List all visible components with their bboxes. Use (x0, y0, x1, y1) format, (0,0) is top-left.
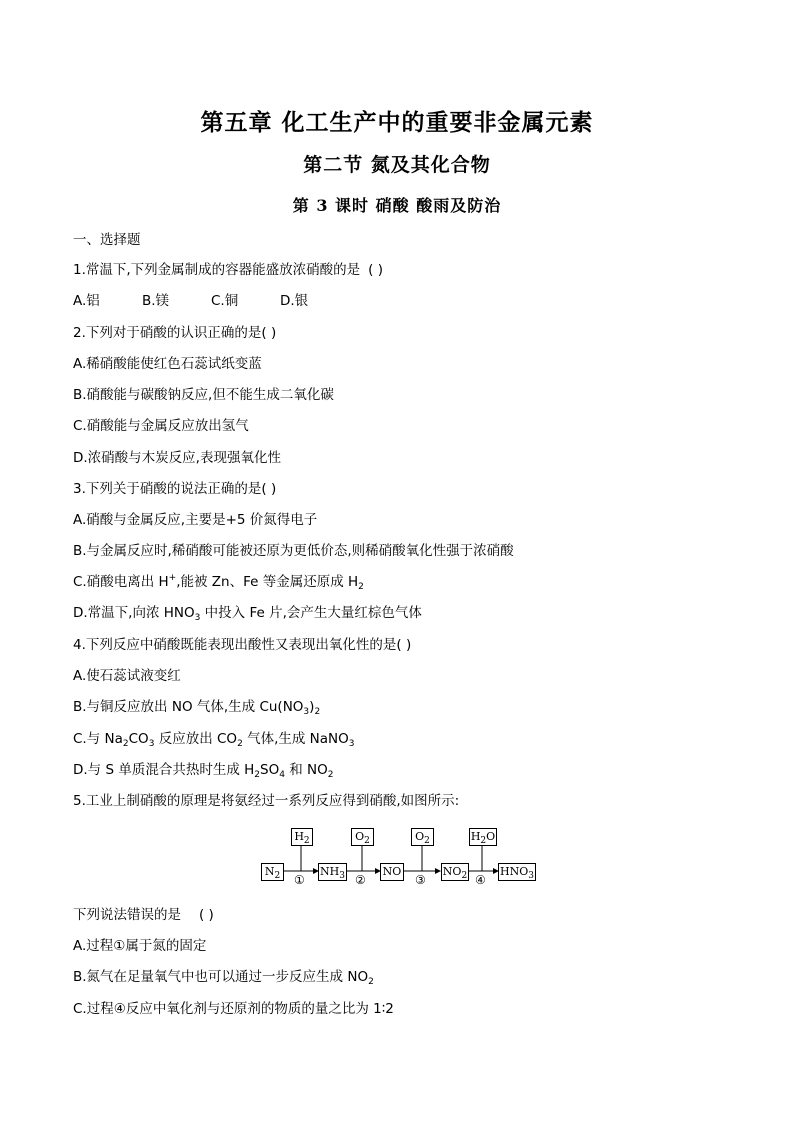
question-3-option-b: B.与金属反应时,稀硝酸可能被还原为更低价态,则稀硝酸氧化性强于浓硝酸 (73, 543, 514, 559)
box-nh3 (318, 863, 347, 881)
text: NO (382, 865, 402, 878)
box-hno3 (498, 863, 536, 881)
subscript: 2 (303, 836, 310, 846)
question-2-option-c: C.硝酸能与金属反应放出氢气 (73, 418, 249, 434)
answer-paren: ( ) (368, 262, 383, 278)
question-4-option-d (73, 761, 334, 779)
question-4-option-a: A.使石蕊试液变红 (73, 668, 181, 684)
question-text: 1.常温下,下列金属制成的容器能盛放浓硝酸的是 (73, 262, 361, 278)
chapter-title: 第五章 化工生产中的重要非金属元素 (200, 109, 594, 136)
box-n2 (261, 863, 284, 881)
text: O (415, 830, 425, 843)
subscript: 3 (194, 613, 201, 623)
answer-paren: ( ) (261, 325, 277, 341)
text: 和 NO (284, 762, 328, 778)
question-text: 4.下列反应中硝酸既能表现出酸性又表现出氧化性的是 (73, 637, 397, 653)
text: ,能被 Zn、Fe 等金属还原成 H (176, 574, 359, 590)
text: D.与 S 单质混合共热时生成 H (73, 762, 255, 778)
lesson-title: 第 3 课时 硝酸 酸雨及防治 (292, 196, 502, 215)
question-5-followup (73, 906, 214, 924)
subscript: 2 (364, 836, 370, 846)
question-5-stem: 5.工业上制硝酸的原理是将氨经过一系列反应得到硝酸,如图所示: (73, 793, 460, 809)
text: HNO (500, 865, 529, 878)
step-3-label: ③ (415, 873, 426, 887)
nitric-acid-process-diagram (258, 826, 538, 886)
question-3-option-a: A.硝酸与金属反应,主要是+5 价氮得电子 (73, 512, 318, 528)
subscript: 2 (254, 770, 261, 780)
text: C.硝酸电离出 H (73, 574, 169, 590)
text: H (294, 830, 304, 843)
text: 反应放出 CO (154, 731, 238, 747)
subscript: 3 (348, 739, 355, 749)
subscript: 3 (303, 707, 310, 717)
box-o2-b (411, 828, 434, 846)
question-3-option-d (73, 604, 422, 622)
subscript: 2 (327, 770, 334, 780)
question-5-option-a: A.过程①属于氮的固定 (73, 938, 207, 954)
question-text: 3.下列关于硝酸的说法正确的是 (73, 481, 262, 497)
text: ) (309, 699, 315, 715)
subscript: 3 (528, 871, 534, 881)
question-text: 2.下列对于硝酸的认识正确的是 (73, 325, 262, 341)
text: C.与 Na (73, 731, 123, 747)
step-1-label: ① (294, 873, 305, 887)
box-h2 (291, 828, 313, 846)
question-1-options (73, 292, 349, 310)
text: 气体,生成 NaNO (242, 731, 349, 747)
text: CO (128, 731, 149, 747)
text: 中投入 Fe 片,会产生大量红棕色气体 (200, 605, 422, 621)
text: O (355, 830, 365, 843)
text: D.常温下,向浓 HNO (73, 605, 195, 621)
question-5-option-c: C.过程④反应中氧化剂与还原剂的物质的量之比为 1∶2 (73, 1001, 394, 1017)
question-2-option-d: D.浓硝酸与木炭反应,表现强氧化性 (73, 450, 281, 466)
step-2-label: ② (355, 873, 366, 887)
question-4-stem (73, 636, 411, 654)
step-4-label: ④ (475, 873, 486, 887)
answer-paren: ( ) (396, 637, 412, 653)
box-no2 (441, 863, 469, 881)
box-o2-a (351, 828, 374, 846)
text: N (264, 865, 275, 878)
part-heading: 一、选择题 (73, 232, 141, 248)
option-d: D.银 (280, 293, 309, 309)
subscript: 2 (480, 836, 487, 846)
option-b: B.镁 (142, 293, 170, 309)
subscript: 2 (122, 739, 129, 749)
option-a: A.铝 (73, 293, 100, 309)
question-5-option-b (73, 968, 374, 986)
superscript: + (168, 573, 177, 583)
question-2-option-b: B.硝酸能与碳酸钠反应,但不能生成二氧化碳 (73, 387, 334, 403)
answer-paren: ( ) (199, 907, 214, 923)
box-no (380, 863, 404, 881)
question-2-stem (73, 324, 276, 342)
subscript: 3 (148, 739, 155, 749)
subscript: 2 (314, 707, 321, 717)
question-4-option-c (73, 730, 355, 748)
subscript: 2 (274, 871, 281, 881)
question-2-option-a: A.稀硝酸能使红色石蕊试纸变蓝 (73, 356, 262, 372)
question-4-option-b (73, 698, 320, 716)
subscript: 2 (461, 871, 468, 881)
option-c: C.铜 (211, 293, 239, 309)
answer-paren: ( ) (261, 481, 277, 497)
subscript: 4 (279, 770, 285, 780)
text: SO (260, 762, 280, 778)
subscript: 2 (358, 582, 364, 592)
text: B.与铜反应放出 NO 气体,生成 Cu(NO (73, 699, 304, 715)
box-h2o (469, 828, 497, 846)
question-3-stem (73, 480, 276, 498)
text: NH (320, 865, 340, 878)
text: NO (442, 865, 462, 878)
subscript: 2 (368, 977, 374, 987)
section-title: 第二节 氮及其化合物 (303, 154, 491, 176)
text: B.氮气在足量氧气中也可以通过一步反应生成 NO (73, 969, 369, 985)
question-text: 下列说法错误的是 (73, 907, 181, 923)
text: O (486, 830, 496, 843)
subscript: 2 (237, 739, 243, 749)
text: H (470, 830, 481, 843)
subscript: 3 (339, 871, 345, 881)
question-3-option-c (73, 573, 364, 591)
question-1-stem (73, 261, 383, 279)
subscript: 2 (424, 836, 430, 846)
